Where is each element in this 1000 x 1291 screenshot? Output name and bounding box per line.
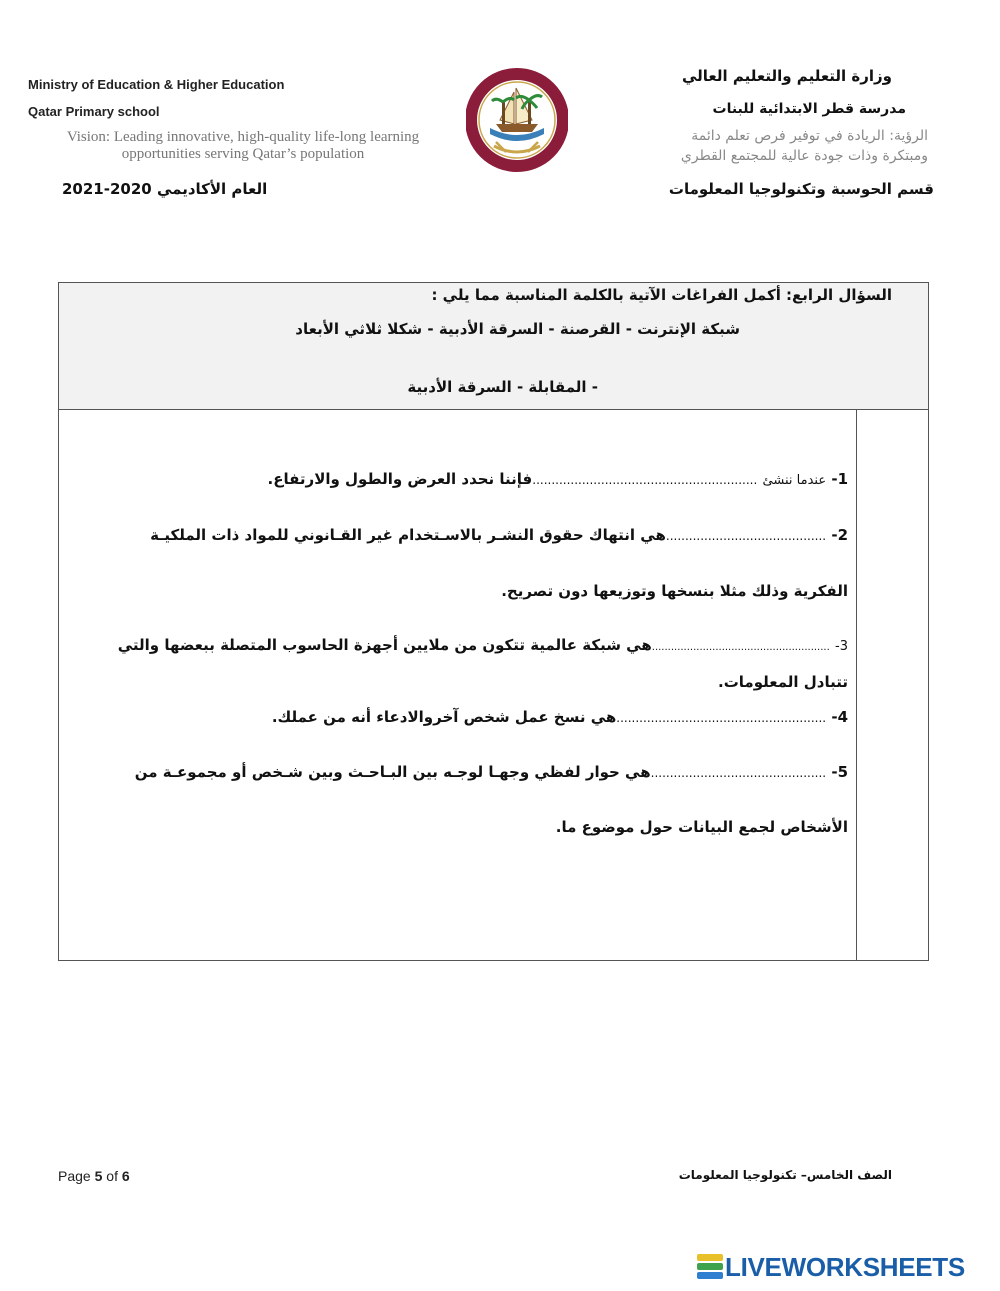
school-arabic: مدرسة قطر الابتدائية للبنات bbox=[712, 101, 906, 117]
answer-blank[interactable]: ........................................................ bbox=[651, 642, 830, 653]
qatar-emblem-icon bbox=[466, 62, 568, 174]
liveworksheets-logo[interactable] bbox=[697, 1251, 965, 1282]
liveworksheets-wordmark: LIVEWORKSHEETS bbox=[725, 1251, 965, 1282]
liveworksheets-icon bbox=[697, 1254, 723, 1280]
answer-blank[interactable]: .............................................. bbox=[650, 766, 827, 780]
ministry-english: Ministry of Education & Higher Education bbox=[28, 77, 285, 92]
vision-arabic bbox=[608, 126, 928, 166]
item-number: 4- bbox=[831, 708, 848, 726]
academic-year: العام الأكاديمي 2020-2021 bbox=[62, 180, 268, 198]
fill-blank-item-5 bbox=[135, 763, 848, 781]
word-bank-line2: - المقابلة - السرقة الأدبية bbox=[407, 378, 598, 396]
vision-arabic-line1: الرؤية: الريادة في توفير فرص تعلم دائمة bbox=[691, 128, 928, 144]
school-english: Qatar Primary school bbox=[28, 104, 160, 119]
item-number: 2- bbox=[831, 526, 848, 544]
item-5-continuation: الأشخاص لجمع البيانات حول موضوع ما. bbox=[555, 818, 848, 836]
answer-blank[interactable]: ........................................................... bbox=[532, 473, 758, 487]
item-3-continuation: تتبادل المعلومات. bbox=[718, 673, 848, 691]
fill-blank-item-2 bbox=[150, 526, 848, 544]
grade-subject: الصف الخامس– تكنولوجيا المعلومات bbox=[678, 1168, 892, 1182]
department-arabic: قسم الحوسبة وتكنولوجيا المعلومات bbox=[668, 180, 934, 198]
answer-blank[interactable]: ....................................................... bbox=[616, 711, 827, 725]
item-prefix: عندما ننشئ bbox=[762, 473, 827, 488]
question-title: السؤال الرابع: أكمل الفراغات الآتية بالكلمة المناسبة مما يلي : bbox=[431, 286, 892, 304]
total-pages: 6 bbox=[121, 1168, 130, 1184]
current-page: 5 bbox=[94, 1168, 103, 1184]
item-text: هي نسخ عمل شخص آخروالادعاء أنه من عملك. bbox=[271, 708, 617, 726]
answer-blank[interactable]: .......................................... bbox=[665, 529, 827, 543]
ministry-arabic: وزارة التعليم والتعليم العالي bbox=[681, 67, 892, 85]
item-text: هي انتهاك حقوق النشـر بالاسـتخدام غير القـانوني للمواد ذات الملكيـة bbox=[150, 526, 666, 544]
item-number: 3- bbox=[835, 639, 848, 654]
item-text: هي حوار لفظي وجهـا لوجـه بين البـاحـث وبين شـخص أو مجموعـة من bbox=[134, 763, 651, 781]
word-bank-line1: شبكة الإنترنت - القرصنة - السرقة الأدبية - شكلا ثلاثي الأبعاد bbox=[295, 320, 740, 338]
fill-blank-item-1 bbox=[268, 470, 848, 488]
vision-english: Vision: Leading innovative, high-quality life-long learning opportunities serving Qatar’s population bbox=[66, 129, 420, 162]
vision-arabic-line2: ومبتكرة وذات جودة عالية للمجتمع القطري bbox=[680, 148, 928, 164]
item-2-continuation: الفكرية وذلك مثلا بنسخها وتوزيعها دون تصريح. bbox=[501, 582, 848, 600]
page-number: Page 5 of 6 bbox=[58, 1168, 130, 1184]
fill-blank-item-4 bbox=[272, 708, 848, 726]
item-text: فإننا نحدد العرض والطول والارتفاع. bbox=[267, 470, 533, 488]
fill-blank-item-3 bbox=[118, 636, 848, 654]
item-text: هي شبكة عالمية تتكون من ملايين أجهزة الحاسوب المتصلة ببعضها والتي bbox=[117, 636, 652, 654]
item-number: 1- bbox=[831, 470, 848, 488]
item-number: 5- bbox=[831, 763, 848, 781]
question-column-divider bbox=[856, 410, 857, 961]
